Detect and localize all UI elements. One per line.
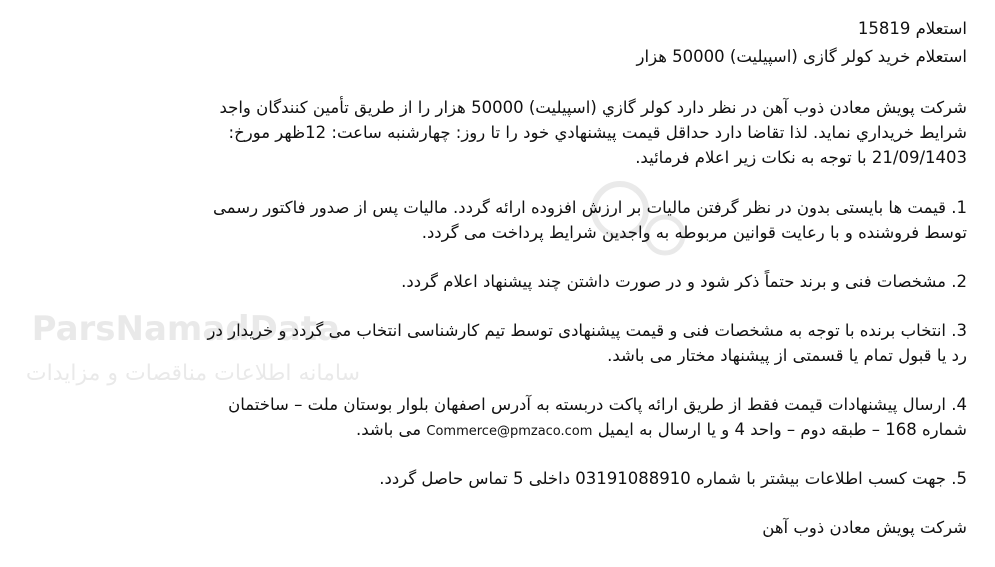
item-1-line-1 [213, 196, 967, 220]
item-1-number: 1. [951, 198, 967, 217]
intro-line-3: 21/09/1403 با توجه به نكات زير اعلام فرمائيد. [635, 148, 967, 167]
item-5-line-1 [379, 467, 967, 491]
item-2-number: 2. [951, 272, 967, 291]
item-1-text-1: قیمت ها بایستی بدون در نظر گرفتن مالیات بر ارزش افزوده ارائه گردد. مالیات پس از صدور فاکتور رسمی [212, 198, 946, 217]
item-3-text-1: انتخاب برنده با توجه به مشخصات فنی و قیمت پیشنهادی توسط تیم کارشناسی انتخاب می گردد و خریدار در [207, 321, 946, 340]
item-5-number: 5. [951, 469, 967, 488]
inquiry-title: استعلام خرید کولر گازی (اسپیلیت) 50000 هزار [636, 47, 967, 66]
item-4-number: 4. [951, 395, 967, 414]
inquiry-number: استعلام 15819 [857, 19, 967, 38]
item-2-text-1: مشخصات فنی و برند حتماً ذکر شود و در صورت داشتن چند پیشنهاد اعلام گردد. [401, 272, 946, 291]
item-2-line-1 [401, 270, 967, 294]
item-4-line-1 [228, 393, 967, 417]
signature: شرکت پویش معادن ذوب آهن [762, 518, 967, 537]
item-3-text-2: رد یا قبول تمام یا قسمتی از پیشنهاد مختار می باشد. [607, 346, 967, 365]
item-1-text-2: توسط فروشنده و با رعایت قوانین مربوطه به واجدین شرایط پرداخت می گردد. [421, 223, 967, 242]
item-4-text-2b: می باشد. [355, 420, 422, 439]
item-4-text-1: ارسال پیشنهادات قیمت فقط از طریق ارائه پاکت دربسته به آدرس اصفهان بلوار بوستان ملت – ساختمان [228, 395, 946, 414]
intro-line-2: شرايط خريداري نمايد. لذا تقاضا دارد حداقل قيمت پيشنهادي خود را تا روز: چهارشنبه ساعت: 12ظهر مورخ: [228, 123, 967, 142]
item-4-text-2a: شماره 168 – طبقه دوم – واحد 4 و یا ارسال به ایمیل [597, 420, 967, 439]
item-4-line-2 [356, 418, 967, 444]
contact-email: Commerce@pmzaco.com [426, 424, 593, 439]
watermark-subtitle: سامانه اطلاعات مناقصات و مزایدات [25, 361, 360, 386]
item-3-number: 3. [951, 321, 967, 340]
item-3-line-1 [208, 319, 967, 343]
intro-line-1: شرکت پویش معادن ذوب آهن در نظر دارد کولر گازي (اسپيليت) 50000 هزار را از طریق تأمین کنندگان واجد [219, 98, 967, 117]
item-5-text-1: جهت کسب اطلاعات بیشتر با شماره 03191088910 داخلی 5 تماس حاصل گردد. [379, 469, 946, 488]
watermark-brand: ParsNamadData [31, 309, 340, 349]
